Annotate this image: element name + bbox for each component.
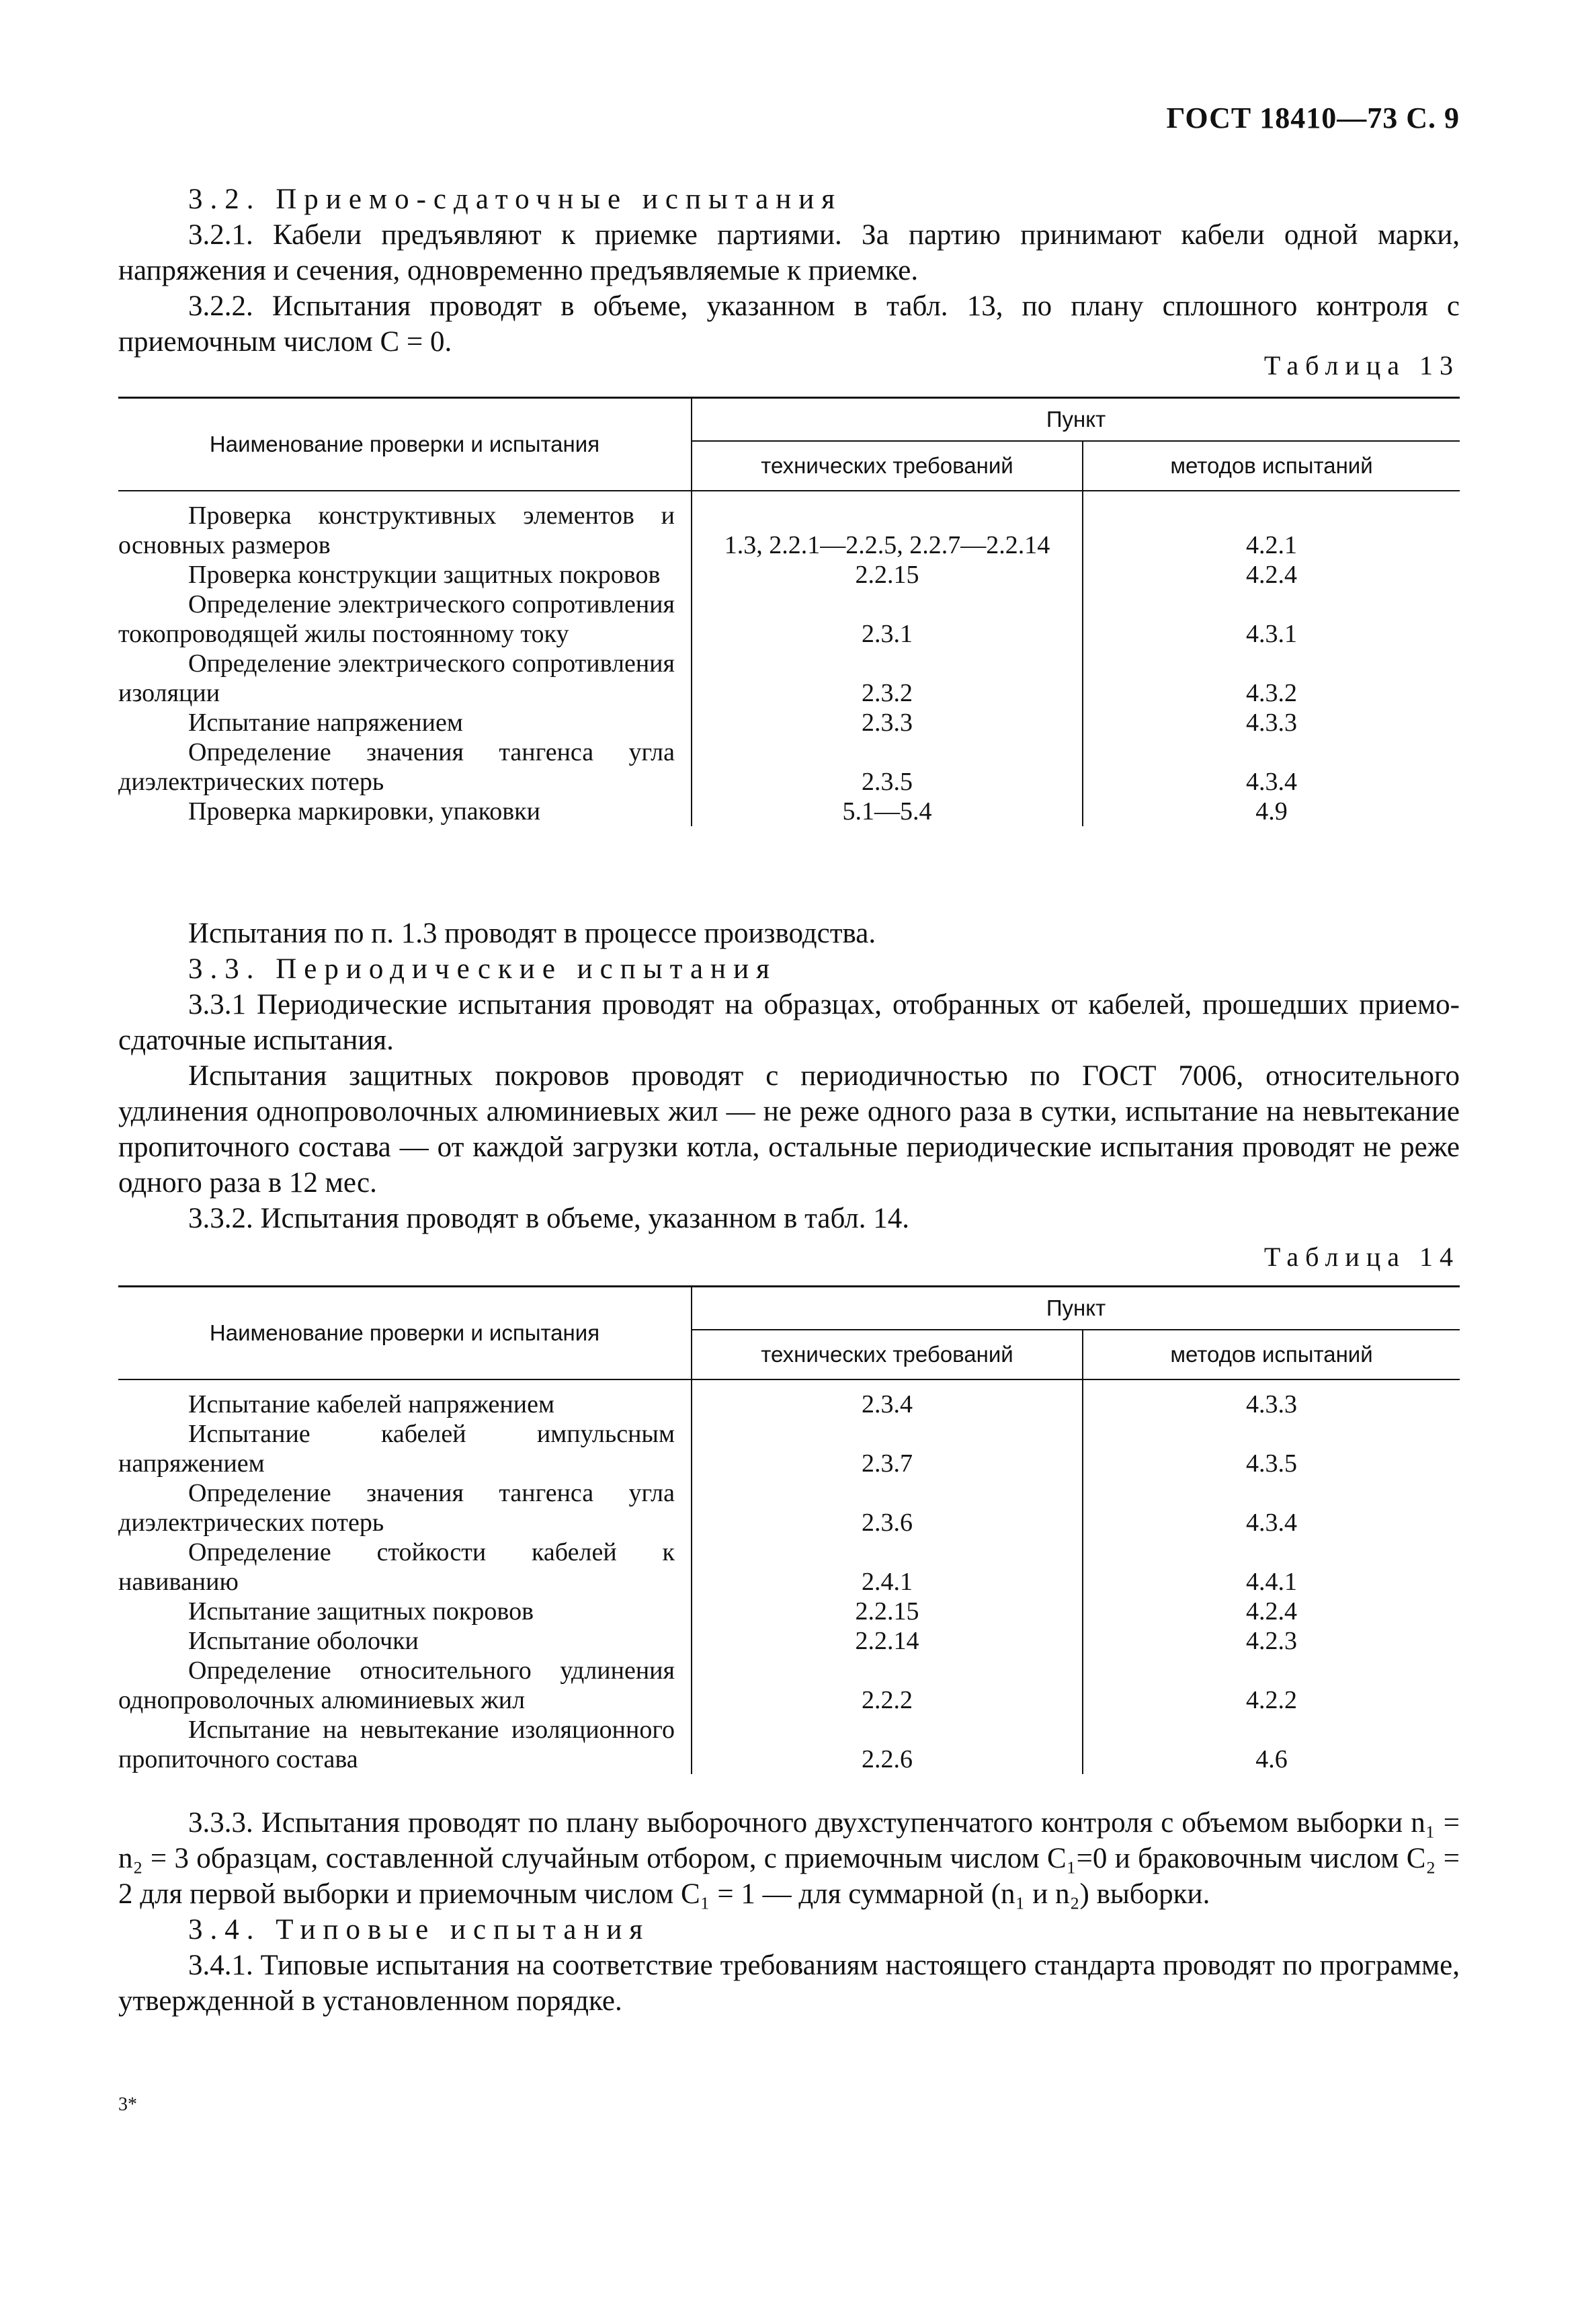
row-requirements: 2.4.1: [692, 1537, 1083, 1597]
row-requirements: 2.3.1: [692, 590, 1083, 649]
section-3-2: [118, 182, 1460, 360]
row-name: [118, 1537, 692, 1597]
paragraph: Испытания по п. 1.3 проводят в процессе производства.: [188, 918, 876, 949]
row-name-text: Испытание кабелей импульсным напряжением: [118, 1420, 675, 1478]
row-requirements: 2.3.4: [692, 1379, 1083, 1419]
row-name: [118, 708, 692, 737]
table-13-caption: Таблица 13: [1263, 350, 1460, 380]
row-methods: 4.3.4: [1083, 1478, 1460, 1537]
row-requirements: 2.3.5: [692, 737, 1083, 797]
section-title: 3.2. Приемо-сдаточные испытания: [188, 184, 843, 215]
row-methods: 4.2.4: [1083, 560, 1460, 590]
paragraph: Испытания защитных покровов проводят с периодичностью по ГОСТ 7006, относительного удлинения однопроволочных алюминиевых жил — не реже одного раза в сутки, испытание на невытекание пропиточного состава — от каждой загрузки котла, остальные периодические испытания проводят не реже одного раза в 12 мес.: [118, 1060, 1460, 1199]
table-14-body: [118, 1379, 1460, 1774]
page-header: ГОСТ 18410—73 С. 9: [1166, 102, 1460, 134]
table-row: [118, 491, 1460, 560]
table-row: [118, 649, 1460, 708]
table-row: [118, 1626, 1460, 1656]
paragraph: 3.3.3. Испытания проводят по плану выборочного двухступенчатого контроля с объемом выборки n₁ = n₂ = 3 образцам, составленной случайным отбором, с приемочным числом C₁=0 и браковочным числом C₂ = 2 для первой выборки и приемочным числом C₁ = 1 — для суммарной (n₁ и n₂) выборки.: [118, 1807, 1460, 1910]
row-name-text: Определение относительного удлинения однопроволочных алюминиевых жил: [118, 1656, 675, 1714]
table-row: [118, 1419, 1460, 1478]
row-name-text: Определение значения тангенса угла диэлектрических потерь: [118, 1479, 675, 1537]
column-header-methods: методов испытаний: [1083, 441, 1460, 491]
row-name-text: Определение стойкости кабелей к навиванию: [118, 1538, 675, 1596]
row-requirements: 2.2.15: [692, 1597, 1083, 1626]
row-name: [118, 560, 692, 590]
table-row: [118, 560, 1460, 590]
paragraph: 3.3.2. Испытания проводят в объеме, указанном в табл. 14.: [188, 1203, 909, 1234]
table-row: [118, 1478, 1460, 1537]
row-name: [118, 1626, 692, 1656]
row-methods: 4.3.4: [1083, 737, 1460, 797]
row-name: [118, 491, 692, 560]
row-name-text: Проверка конструктивных элементов и основных размеров: [118, 502, 675, 559]
column-header-name: Наименование проверки и испытания: [118, 398, 692, 491]
column-header-requirements: технических требований: [692, 441, 1083, 491]
row-name-text: Испытание кабелей напряжением: [188, 1390, 554, 1418]
row-requirements: 2.3.7: [692, 1419, 1083, 1478]
row-name: [118, 649, 692, 708]
row-name-text: Испытание оболочки: [188, 1627, 419, 1655]
row-name-text: Испытание на невытекание изоляционного пропиточного состава: [118, 1716, 675, 1773]
section-title: 3.3. Периодические испытания: [188, 953, 777, 985]
row-name-text: Проверка конструкции защитных покровов: [188, 561, 661, 589]
paragraph: 3.2.2. Испытания проводят в объеме, указанном в табл. 13, по плану сплошного контроля с приемочным числом C = 0.: [118, 290, 1460, 358]
row-name-text: Испытание напряжением: [188, 709, 463, 737]
table-14-caption: Таблица 14: [1263, 1242, 1460, 1272]
row-methods: 4.2.4: [1083, 1597, 1460, 1626]
table-row: [118, 590, 1460, 649]
row-name: [118, 1379, 692, 1419]
row-name-text: Проверка маркировки, упаковки: [188, 797, 540, 826]
row-methods: 4.3.1: [1083, 590, 1460, 649]
table-row: [118, 1656, 1460, 1715]
row-requirements: 5.1—5.4: [692, 797, 1083, 826]
table-13: [118, 397, 1460, 826]
row-methods: 4.3.5: [1083, 1419, 1460, 1478]
row-requirements: 2.2.6: [692, 1715, 1083, 1774]
row-methods: 4.6: [1083, 1715, 1460, 1774]
row-methods: 4.2.1: [1083, 491, 1460, 560]
row-methods: 4.2.2: [1083, 1656, 1460, 1715]
table-13-body: [118, 491, 1460, 826]
row-methods: 4.3.3: [1083, 1379, 1460, 1419]
table-row: [118, 708, 1460, 737]
table-row: [118, 1537, 1460, 1597]
paragraph: 3.3.1 Периодические испытания проводят на образцах, отобранных от кабелей, прошедших приемо-сдаточные испытания.: [118, 989, 1460, 1056]
paragraph: 3.4.1. Типовые испытания на соответствие требованиям настоящего стандарта проводят по программе, утвержденной в установленном порядке.: [118, 1950, 1460, 2017]
row-name-text: Испытание защитных покровов: [188, 1597, 534, 1626]
row-name: [118, 1419, 692, 1478]
table-row: [118, 1715, 1460, 1774]
row-methods: 4.2.3: [1083, 1626, 1460, 1656]
section-title: 3.4. Типовые испытания: [188, 1914, 651, 1946]
row-name-text: Определение электрического сопротивления токопроводящей жилы постоянному току: [118, 590, 675, 648]
row-name: [118, 1478, 692, 1537]
row-requirements: 2.2.15: [692, 560, 1083, 590]
table-14: [118, 1285, 1460, 1774]
row-name: [118, 1656, 692, 1715]
row-name: [118, 1715, 692, 1774]
row-requirements: 2.3.2: [692, 649, 1083, 708]
row-name: [118, 590, 692, 649]
column-header-requirements: технических требований: [692, 1330, 1083, 1379]
table-row: [118, 1379, 1460, 1419]
section-3-3: [118, 916, 1460, 1236]
row-requirements: 2.2.14: [692, 1626, 1083, 1656]
paragraph: 3.2.1. Кабели предъявляют к приемке партиями. За партию принимают кабели одной марки, напряжения и сечения, одновременно предъявляемые к приемке.: [118, 219, 1460, 286]
row-name: [118, 797, 692, 826]
row-requirements: 2.3.6: [692, 1478, 1083, 1537]
footer-mark: 3*: [118, 2094, 137, 2115]
row-requirements: 2.3.3: [692, 708, 1083, 737]
row-methods: 4.9: [1083, 797, 1460, 826]
column-header-methods: методов испытаний: [1083, 1330, 1460, 1379]
row-name-text: Определение электрического сопротивления изоляции: [118, 649, 675, 707]
row-name: [118, 1597, 692, 1626]
table-row: [118, 797, 1460, 826]
row-requirements: 2.2.2: [692, 1656, 1083, 1715]
table-row: [118, 737, 1460, 797]
row-methods: 4.4.1: [1083, 1537, 1460, 1597]
column-header-group: Пункт: [692, 1287, 1460, 1330]
row-requirements: 1.3, 2.2.1—2.2.5, 2.2.7—2.2.14: [692, 491, 1083, 560]
row-methods: 4.3.2: [1083, 649, 1460, 708]
row-name-text: Определение значения тангенса угла диэлектрических потерь: [118, 738, 675, 796]
column-header-name: Наименование проверки и испытания: [118, 1287, 692, 1380]
section-3-4: [118, 1805, 1460, 2019]
row-name: [118, 737, 692, 797]
table-row: [118, 1597, 1460, 1626]
row-methods: 4.3.3: [1083, 708, 1460, 737]
column-header-group: Пункт: [692, 398, 1460, 442]
